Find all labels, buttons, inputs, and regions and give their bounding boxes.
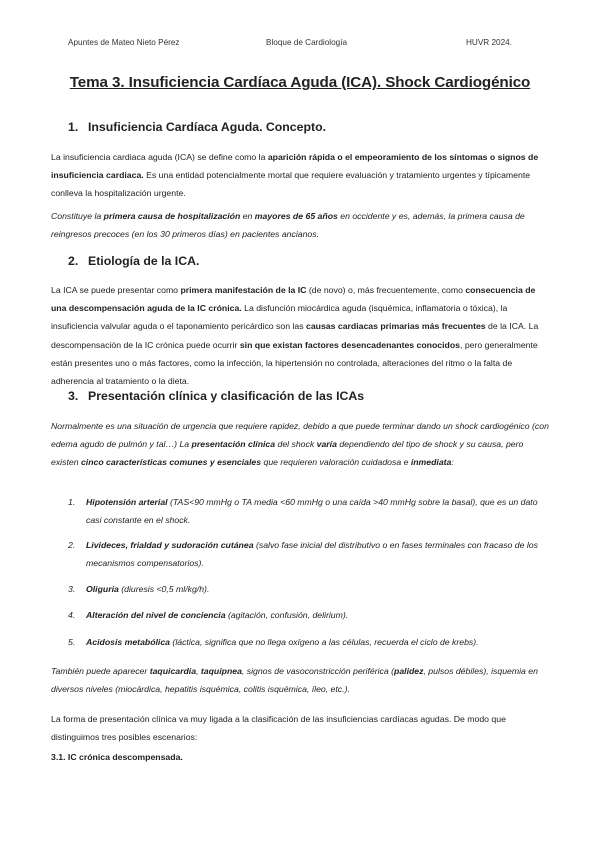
text-run: , pero generalmente están presentes uno o más factores, como la infección, la hipertensión no controlada, alteraciones del ritmo o la falta de adherencia al tratamiento o la dieta. <box>51 339 538 387</box>
header-institution: HUVR 2024. <box>466 38 512 47</box>
emphasis: presentación clínica <box>191 439 276 450</box>
text-run: que requieren valoración cuidadosa e <box>261 457 411 468</box>
section-2-heading <box>68 254 199 268</box>
text-run: La disfunción miocárdica aguda (isquémica, inflamatoria o tóxica), la insuficiencia valvular aguda o el taponamiento pericárdico son las <box>51 303 508 332</box>
section-1-paragraph-2 <box>51 207 553 243</box>
list-description: (salvo fase inicial del distributivo o en fases terminales con fracaso de los mecanismos compensatorios). <box>86 540 538 569</box>
emphasis: causas cardiacas primarias más frecuentes <box>305 321 486 332</box>
emphasis: mayores de 65 años <box>254 211 338 221</box>
section-3-number: 3. <box>68 389 79 403</box>
list-description: (láctica, significa que no llega oxígeno a las células, recuerda el ciclo de krebs). <box>170 637 479 647</box>
section-3-paragraph-1 <box>51 417 553 472</box>
list-number: 4. <box>68 610 76 620</box>
emphasis: inmediata <box>410 457 452 468</box>
list-number: 5. <box>68 637 76 647</box>
section-2-number: 2. <box>68 254 79 268</box>
text-run: Constituye la <box>51 211 104 221</box>
section-1-heading <box>68 120 326 134</box>
emphasis: consecuencia de una descompensación aguda de la IC crónica. <box>51 285 536 314</box>
section-3-paragraph-3: La forma de presentación clínica va muy ligada a la clasificación de las insuficiencias cardíacas agudas. De modo que distinguimos tres posibles escenarios: <box>51 714 506 743</box>
text-run: Normalmente es una situación de urgencia que requiere rapidez, debido a que puede terminar dando un shock cardiogénico (con edema agudo de pulmón y tal…) La <box>51 421 549 450</box>
list-description: (agitación, confusión, delirium). <box>225 610 349 620</box>
list-term: Alteración del nivel de conciencia <box>86 610 226 620</box>
section-3-heading <box>68 389 364 403</box>
emphasis: sin que existan factores desencadenantes conocidos <box>239 339 460 350</box>
text-run: en <box>240 211 255 221</box>
header-block: Bloque de Cardiología <box>266 38 348 47</box>
emphasis: primera manifestación de la IC <box>180 285 307 295</box>
list-term: Acidosis metabólica <box>86 637 171 647</box>
emphasis: aparición rápida o el empeoramiento de los síntomas o signos de insuficiencia cardiaca. <box>51 152 539 181</box>
section-1-paragraph-1 <box>51 148 553 203</box>
text-run: : <box>451 457 454 468</box>
list-term: Oliguria <box>86 584 119 594</box>
section-1-title: Insuficiencia Cardíaca Aguda. Concepto. <box>88 120 327 134</box>
list-term: Hipotensión arterial <box>86 497 168 507</box>
list-description: (diuresis <0,5 ml/kg/h). <box>118 584 210 594</box>
emphasis: palidez <box>394 666 424 676</box>
text-run: , <box>196 666 201 676</box>
emphasis: varía <box>316 439 337 450</box>
section-1-number: 1. <box>68 120 79 134</box>
list-number: 2. <box>68 540 76 550</box>
text-run: La insuficiencia cardiaca aguda (ICA) se define como la <box>51 152 268 162</box>
emphasis: cinco características comunes y esenciales <box>80 457 262 468</box>
emphasis: taquicardia <box>149 666 197 676</box>
text-run: en occidente y es, además, la primera causa de reingresos precoces (en los 30 primeros días) en pacientes ancianos. <box>51 211 525 240</box>
section-2-paragraph-1 <box>51 281 553 390</box>
emphasis: primera causa de hospitalización <box>103 211 241 221</box>
subsection-3-1-heading: 3.1. IC crónica descompensada. <box>51 752 183 762</box>
text-run: Es una entidad potencialmente mortal que requiere evaluación y tratamiento urgentes y típicamente conlleva la hospitalización urgente. <box>51 170 531 199</box>
section-3-title: Presentación clínica y clasificación de las ICAs <box>88 389 365 403</box>
section-3-paragraph-2 <box>51 662 553 698</box>
text-run: , pulsos débiles), isquemia en diversos niveles (miocárdica, hepatitis isquémica, colitis isquémica, íleo, etc.). <box>51 666 538 695</box>
text-run: La ICA se puede presentar como <box>51 285 181 295</box>
list-number: 1. <box>68 497 76 507</box>
section-2-title: Etiología de la ICA. <box>88 254 200 268</box>
header-author: Apuntes de Mateo Nieto Pérez <box>68 38 180 47</box>
text-run: de la ICA. La descompensación de la IC crónica puede ocurrir <box>51 321 539 350</box>
text-run: , signos de vasoconstricción periférica ( <box>241 666 395 676</box>
text-run: del shock <box>275 439 317 450</box>
page-title: Tema 3. Insuficiencia Cardíaca Aguda (ICA). Shock Cardiogénico <box>69 74 531 91</box>
text-run: dependiendo del tipo de shock y su causa, pero existen <box>51 439 524 468</box>
list-number: 3. <box>68 584 76 594</box>
text-run: También puede aparecer <box>51 666 150 676</box>
emphasis: taquipnea <box>200 666 242 676</box>
list-description: (TAS<90 mmHg o TA media <60 mmHg o una caída >40 mmHg sobre la basal), que es un dato casi constante en el shock. <box>86 497 538 526</box>
text-run: (de novo) o, más frecuentemente, como <box>306 285 466 295</box>
list-term: Livideces, frialdad y sudoración cutánea <box>86 540 254 550</box>
